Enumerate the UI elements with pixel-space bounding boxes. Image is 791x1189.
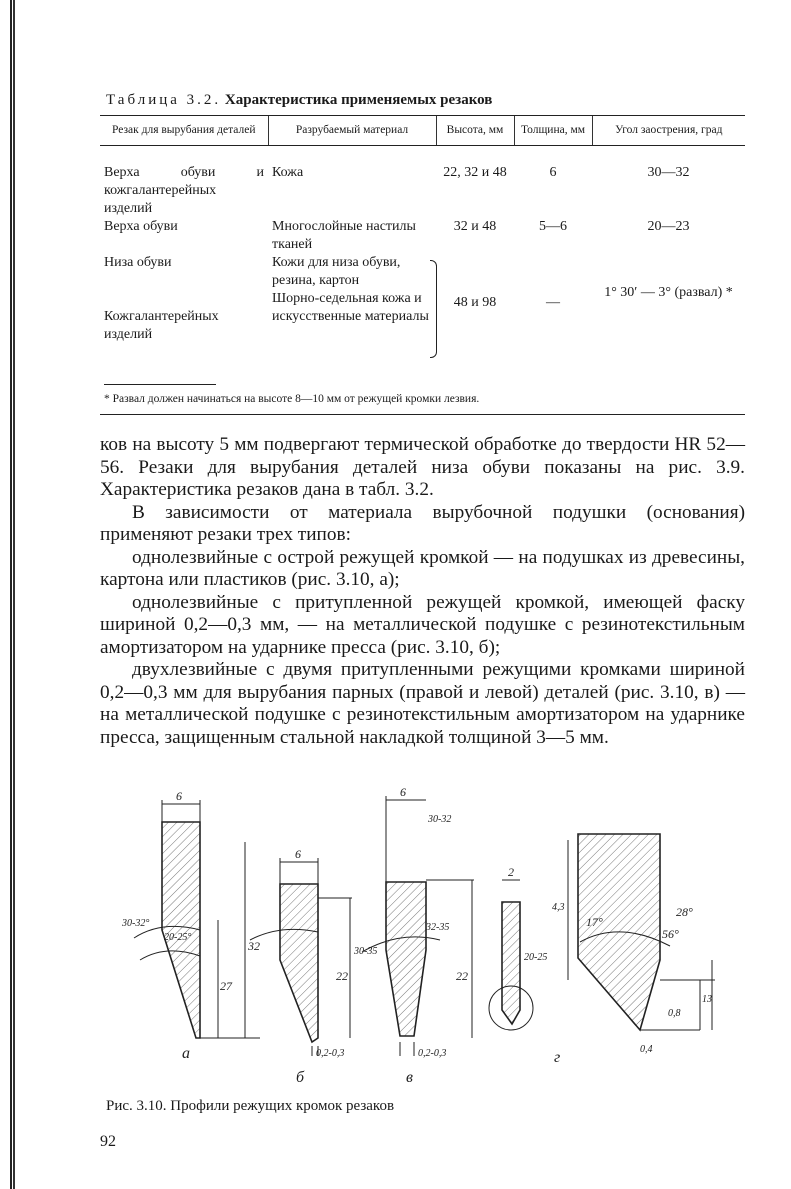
- table-row-merged: [100, 254, 745, 344]
- label-b: б: [296, 1069, 305, 1086]
- cell-part-1: Низа обуви: [104, 255, 172, 270]
- angle-28: 28°: [676, 905, 693, 919]
- table-row: [100, 146, 745, 219]
- angle-56: 56°: [662, 927, 679, 941]
- dim-0-8: 0,8: [668, 1008, 681, 1019]
- table-header-row: [100, 116, 745, 146]
- table-caption: [106, 92, 746, 109]
- dim-6-a: 6: [176, 789, 182, 803]
- footnote-divider: [104, 384, 216, 385]
- body-text: [100, 434, 745, 749]
- cell-height: 32 и 48: [453, 219, 497, 234]
- header-angle: Угол заострения, град: [592, 116, 745, 146]
- cell-part: Верха обуви: [104, 219, 178, 234]
- dim-13: 13: [702, 994, 712, 1005]
- dim-0-4: 0,4: [640, 1044, 653, 1055]
- cell-thickness-value: —: [546, 295, 560, 310]
- cell-thickness-merged: [514, 254, 592, 344]
- paragraph: ков на высоту 5 мм подвергают термической обработке до твердости HR 52—56. Резаки для вырубания деталей низа обуви показаны на рис. 3.9. Характеристика резаков дана в табл. 3.2.: [100, 434, 745, 500]
- cell-height-merged: [436, 254, 514, 344]
- cutter-profile-v: [386, 882, 426, 1036]
- page-number: 92: [100, 1133, 116, 1150]
- dim-20-25: 20-25: [524, 952, 548, 963]
- angle-30-35-v: 30-35: [354, 946, 378, 957]
- cell-angle-merged: [592, 254, 745, 344]
- dim-2: 2: [508, 865, 514, 879]
- chamfer-b: 0,2-0,3: [316, 1048, 345, 1059]
- cell-angle: 30—32: [647, 165, 690, 180]
- label-a: а: [182, 1045, 190, 1062]
- cell-part: Верха обуви и кожгалантерейных изделий: [104, 165, 264, 216]
- label-v: в: [406, 1069, 413, 1086]
- figure-caption: Рис. 3.10. Профили режущих кромок резаков: [106, 1098, 395, 1114]
- cell-material-1: Кожи для низа обуви, резина, картон: [272, 255, 401, 288]
- cell-angle: 20—23: [647, 219, 690, 234]
- dim-32-a: 32: [248, 939, 260, 953]
- cell-material: Многослойные настилы тканей: [272, 219, 416, 252]
- paragraph: однолезвийные с притупленной режущей кромкой, имеющей фаску шириной 0,2—0,3 мм, — на металлической подушке с резинотекстильным амортизатором на ударнике пресса (рис. 3.10, б);: [100, 591, 745, 658]
- cell-thickness: 6: [549, 165, 557, 180]
- table-row: [100, 218, 745, 254]
- cutters-table: [100, 115, 745, 344]
- chamfer-v: 0,2-0,3: [418, 1048, 447, 1059]
- cell-material-merged: [268, 254, 436, 344]
- dim-4-3: 4,3: [552, 902, 565, 913]
- dim-6-b: 6: [295, 847, 301, 861]
- dim-6-v: 6: [400, 785, 406, 799]
- dim-22-b: 22: [336, 969, 348, 983]
- cell-part-merged: [100, 254, 268, 344]
- brace-icon: [430, 260, 437, 358]
- angle-30-32-a: 30-32°: [122, 918, 150, 929]
- paragraph: однолезвийные с острой режущей кромкой — на подушках из древесины, картона или пластиков (рис. 3.10, а);: [100, 546, 745, 590]
- cutter-profile-a: [162, 822, 200, 1038]
- label-g: г: [554, 1049, 561, 1066]
- cutter-profile-b: [280, 884, 318, 1042]
- paragraph: двухлезвийные с двумя притупленными режущими кромками шириной 0,2—0,3 мм для вырубания парных (правой и левой) деталей (рис. 3.10, в) — на металлической подушке с резинотекстильным амортизатором на ударнике пресса, защищенным стальной накладкой толщиной 3—5 мм.: [100, 659, 745, 748]
- table-caption-title: Характеристика применяемых резаков: [224, 92, 493, 108]
- book-spine-edge: [10, 0, 16, 1189]
- table-footnote: * Развал должен начинаться на высоте 8—10 мм от режущей кромки лезвия.: [104, 393, 480, 405]
- cell-height-value: 48 и 98: [453, 295, 497, 310]
- cutter-profile-small: [502, 902, 520, 1024]
- cell-part-2: Кожгалантерейных изделий: [104, 309, 219, 342]
- dim-22-v: 22: [456, 969, 468, 983]
- table-caption-prefix: Таблица 3.2.: [106, 92, 222, 108]
- cell-height: 22, 32 и 48: [443, 165, 507, 180]
- angle-30-32-v: 30-32: [428, 814, 452, 825]
- angle-17: 17°: [586, 915, 603, 929]
- cell-thickness: 5—6: [539, 219, 567, 234]
- angle-32-35-v: 32-35: [426, 922, 450, 933]
- cell-material-2: Шорно-седельная кожа и искусственные материалы: [272, 291, 429, 324]
- paragraph: В зависимости от материала вырубочной подушки (основания) применяют резаки трех типов:: [100, 501, 745, 545]
- header-height: Высота, мм: [436, 116, 514, 146]
- cell-angle-value: 1° 30′ — 3° (развал) *: [604, 285, 733, 300]
- angle-20-25-a: 20-25°: [164, 932, 192, 943]
- cell-material: Кожа: [272, 165, 304, 180]
- header-part: Резак для вырубания деталей: [100, 116, 268, 146]
- table-bottom-rule: [100, 414, 745, 415]
- header-thickness: Толщина, мм: [514, 116, 592, 146]
- dim-27-a: 27: [220, 979, 232, 993]
- cutter-profiles-figure: [100, 780, 740, 1090]
- header-material: Разрубаемый материал: [268, 116, 436, 146]
